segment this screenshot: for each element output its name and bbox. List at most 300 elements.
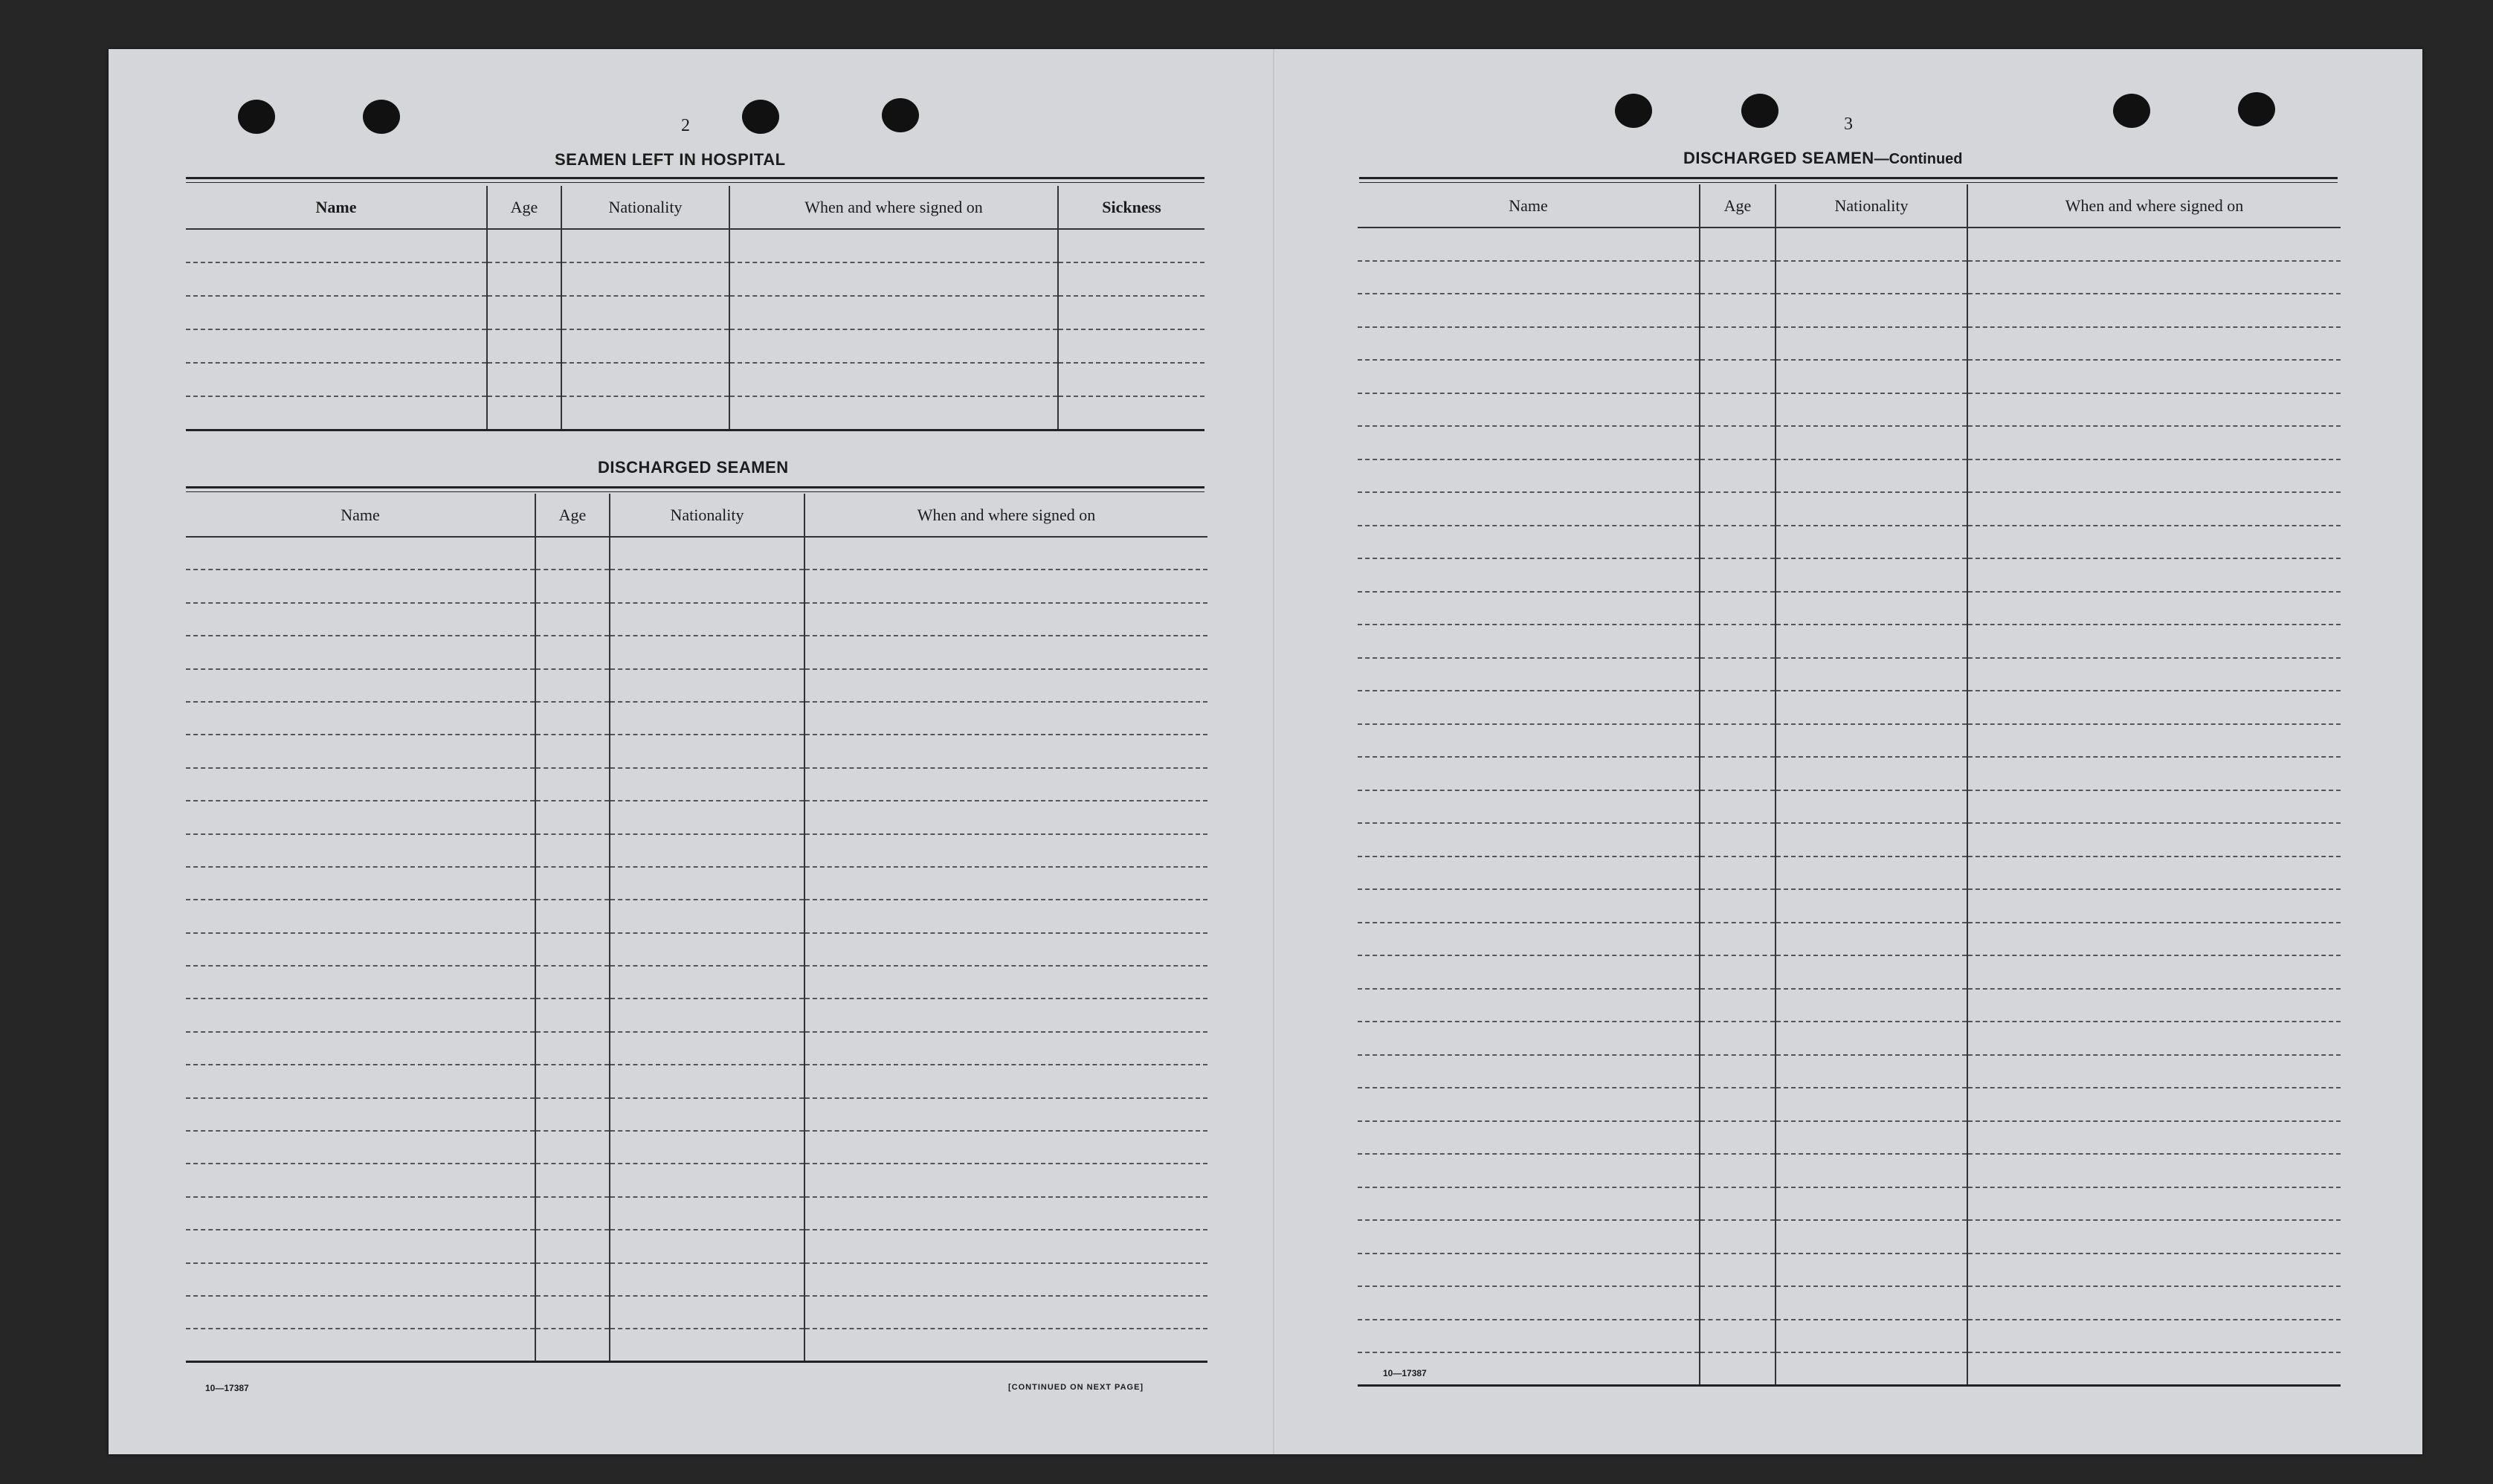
table-cell [1700,1320,1776,1353]
table-cell [1358,1055,1700,1088]
table-cell [186,1032,535,1065]
table-cell [1967,889,2341,923]
table-cell [804,768,1207,801]
table-cell [1776,526,1967,559]
table-cell [1967,1154,2341,1187]
table-cell [186,768,535,801]
table-row [186,1065,1207,1097]
table-cell [1700,823,1776,856]
table-cell [1358,558,1700,592]
table-cell [1700,459,1776,493]
table-cell [1700,625,1776,658]
column-header-nationality: Nationality [1776,184,1967,228]
table-row [186,1263,1207,1296]
table-cell [610,636,804,668]
table-cell [804,570,1207,602]
table-cell [535,702,610,735]
table-row [186,702,1207,735]
table-cell [1967,1121,2341,1155]
table-cell [1776,592,1967,625]
table-cell [804,603,1207,636]
table-cell [729,363,1058,396]
table-cell [1358,625,1700,658]
column-header-signed-on: When and where signed on [804,494,1207,537]
table-cell [1700,724,1776,758]
table-cell [1967,426,2341,459]
table-cell [610,702,804,735]
table-cell [1358,294,1700,327]
table-row [186,768,1207,801]
table-cell [487,396,561,430]
table-row [1358,592,2341,625]
table-row [1358,228,2341,261]
table-row [1358,1286,2341,1320]
table-cell [1058,262,1204,296]
table-row [1358,558,2341,592]
table-cell [804,1263,1207,1296]
table-cell [1700,360,1776,393]
table-row [1358,691,2341,724]
table-row [1358,1022,2341,1055]
table-row [186,735,1207,767]
table-cell [1358,856,1700,890]
table-row [186,1197,1207,1230]
table-cell [186,735,535,767]
table-cell [610,1131,804,1164]
table-row [186,834,1207,867]
table-cell [729,229,1058,262]
table-cell [1967,393,2341,427]
table-cell [804,867,1207,900]
table-cell [535,570,610,602]
table-row [1358,724,2341,758]
table-cell [1776,327,1967,361]
table-cell [535,1329,610,1361]
table-cell [1776,459,1967,493]
table-cell [1967,757,2341,790]
table-cell [1776,492,1967,526]
table-cell [1776,658,1967,691]
table-cell [186,1131,535,1164]
table-cell [1967,1022,2341,1055]
table-cell [804,702,1207,735]
hospital-section-title: SEAMEN LEFT IN HOSPITAL [555,150,786,169]
table-cell [1776,1254,1967,1287]
table-cell [1776,923,1967,956]
punch-hole [1615,94,1652,128]
table-cell [186,900,535,932]
table-cell [1700,1154,1776,1187]
table-cell [610,999,804,1031]
table-cell [1776,426,1967,459]
page-number-right: 3 [1844,114,1853,134]
table-cell [610,933,804,966]
punch-hole [2113,94,2150,128]
table-cell [1700,426,1776,459]
form-number-right: 10—17387 [1383,1368,1427,1378]
table-row [1358,459,2341,493]
table-cell [1358,426,1700,459]
table-row [186,966,1207,999]
table-cell [1700,558,1776,592]
table-cell [186,636,535,668]
table-row [186,396,1204,430]
table-cell [1776,1187,1967,1221]
table-cell [535,1197,610,1230]
table-cell [1967,1286,2341,1320]
discharged-section-title: DISCHARGED SEAMEN [598,458,789,477]
table-cell [186,329,487,363]
continued-note: [CONTINUED ON NEXT PAGE] [1008,1383,1144,1392]
table-cell [1700,889,1776,923]
table-cell [1776,955,1967,989]
table-row [1358,1121,2341,1155]
table-cell [535,933,610,966]
table-cell [804,933,1207,966]
table-cell [804,1098,1207,1131]
table-cell [186,603,535,636]
table-cell [1700,1022,1776,1055]
column-header-name: Name [186,186,487,229]
table-row [186,537,1207,570]
table-cell [535,1065,610,1097]
table-cell [1700,327,1776,361]
table-cell [1967,1352,2341,1386]
table-cell [804,735,1207,767]
table-cell [1776,989,1967,1022]
table-cell [1358,1121,1700,1155]
table-cell [1058,363,1204,396]
table-cell [535,834,610,867]
table-row [186,262,1204,296]
discharged-continued-title-main: DISCHARGED SEAMEN [1683,149,1874,167]
table-cell [610,1296,804,1329]
table-cell [487,329,561,363]
table-cell [804,999,1207,1031]
table-cell [535,1296,610,1329]
table-cell [1358,658,1700,691]
table-cell [487,363,561,396]
punch-hole [742,100,779,134]
table-cell [1967,856,2341,890]
punch-hole [1741,94,1778,128]
hospital-table [186,186,1204,431]
table-row [1358,1220,2341,1254]
table-cell [610,834,804,867]
discharged-continued-rule [1359,177,2338,183]
table-row [186,570,1207,602]
table-cell [535,867,610,900]
table-cell [186,570,535,602]
table-cell [1358,989,1700,1022]
column-header-age: Age [535,494,610,537]
table-cell [1358,1154,1700,1187]
table-cell [1700,261,1776,294]
table-cell [1967,492,2341,526]
table-cell [804,900,1207,932]
table-cell [610,1164,804,1196]
table-cell [1967,923,2341,956]
table-cell [1358,459,1700,493]
table-row [1358,327,2341,361]
table-cell [1776,1022,1967,1055]
table-cell [1700,1254,1776,1287]
punch-hole [2238,92,2275,126]
table-cell [186,702,535,735]
table-cell [487,229,561,262]
table-cell [1358,790,1700,824]
table-cell [1058,396,1204,430]
table-cell [1700,294,1776,327]
table-cell [186,999,535,1031]
table-cell [561,296,729,329]
table-row [1358,1187,2341,1221]
table-cell [1058,329,1204,363]
table-cell [186,834,535,867]
table-cell [1967,360,2341,393]
table-cell [804,537,1207,570]
table-row [186,603,1207,636]
table-row [1358,625,2341,658]
table-row [1358,923,2341,956]
form-number-left: 10—17387 [205,1383,249,1393]
table-cell [1058,229,1204,262]
table-cell [1967,790,2341,824]
table-cell [610,570,804,602]
table-cell [1967,294,2341,327]
table-cell [535,636,610,668]
table-cell [535,900,610,932]
table-cell [1700,592,1776,625]
table-cell [1358,327,1700,361]
table-cell [1967,1055,2341,1088]
table-cell [804,636,1207,668]
table-cell [1358,261,1700,294]
table-cell [1967,558,2341,592]
table-cell [1700,790,1776,824]
table-cell [1776,228,1967,261]
table-cell [1358,889,1700,923]
table-cell [186,669,535,702]
table-cell [1776,691,1967,724]
table-row [186,1296,1207,1329]
table-cell [1776,360,1967,393]
table-cell [1776,823,1967,856]
table-cell [1358,923,1700,956]
table-cell [1967,955,2341,989]
table-row [1358,856,2341,890]
table-cell [804,1296,1207,1329]
table-cell [535,999,610,1031]
table-cell [186,801,535,833]
table-row [186,1230,1207,1262]
table-cell [1776,757,1967,790]
table-cell [561,329,729,363]
table-cell [1776,1320,1967,1353]
table-cell [1967,1320,2341,1353]
table-cell [1700,1121,1776,1155]
document-spread [109,49,2422,1454]
table-cell [1776,558,1967,592]
table-cell [1358,724,1700,758]
table-row [1358,526,2341,559]
table-cell [1358,1022,1700,1055]
punch-hole [882,98,919,132]
table-cell [1967,691,2341,724]
table-cell [804,834,1207,867]
table-cell [610,1230,804,1262]
table-cell [1967,658,2341,691]
table-cell [1700,856,1776,890]
table-cell [610,537,804,570]
table-cell [1967,724,2341,758]
punch-hole [238,100,275,134]
center-fold [1273,49,1274,1454]
table-cell [186,966,535,999]
column-header-age: Age [487,186,561,229]
table-cell [1967,459,2341,493]
table-cell [610,669,804,702]
table-cell [1967,228,2341,261]
table-cell [535,1263,610,1296]
table-cell [1967,592,2341,625]
discharged-continued-title-suffix: —Continued [1874,151,1963,167]
table-row [1358,1088,2341,1121]
discharged-table [186,494,1207,1363]
table-cell [610,1065,804,1097]
table-cell [1967,261,2341,294]
punch-hole [363,100,400,134]
table-cell [1776,1088,1967,1121]
table-cell [535,1164,610,1196]
table-row [186,1164,1207,1196]
table-row [1358,393,2341,427]
table-cell [1776,856,1967,890]
table-cell [1700,658,1776,691]
table-cell [186,229,487,262]
table-cell [1358,526,1700,559]
table-row [1358,1254,2341,1287]
table-cell [1358,1320,1700,1353]
table-cell [1776,261,1967,294]
table-row [186,900,1207,932]
table-cell [1967,526,2341,559]
table-cell [804,669,1207,702]
table-cell [1776,625,1967,658]
table-cell [1700,393,1776,427]
table-cell [561,229,729,262]
table-cell [1967,823,2341,856]
table-row [186,999,1207,1031]
table-row [186,801,1207,833]
table-cell [804,801,1207,833]
table-row [1358,658,2341,691]
table-cell [804,1164,1207,1196]
page-number-left: 2 [681,116,690,135]
table-cell [1776,393,1967,427]
table-row [1358,294,2341,327]
table-row [186,933,1207,966]
table-cell [610,1197,804,1230]
table-cell [610,900,804,932]
table-cell [1700,1055,1776,1088]
table-row [186,229,1204,262]
table-cell [535,537,610,570]
table-cell [1358,1187,1700,1221]
table-cell [186,363,487,396]
table-cell [186,867,535,900]
table-cell [1358,393,1700,427]
column-header-nationality: Nationality [561,186,729,229]
table-row [186,363,1204,396]
table-cell [1776,1121,1967,1155]
table-cell [1967,1220,2341,1254]
table-cell [1776,1352,1967,1386]
table-cell [186,1296,535,1329]
table-cell [610,603,804,636]
discharged-continued-title [1683,149,1963,168]
table-cell [1700,691,1776,724]
table-row [1358,757,2341,790]
hospital-section-rule [186,177,1204,183]
table-row [186,636,1207,668]
table-cell [535,966,610,999]
table-cell [729,296,1058,329]
table-cell [1358,1088,1700,1121]
table-row [1358,1352,2341,1386]
table-row [186,296,1204,329]
table-cell [535,603,610,636]
table-cell [186,1230,535,1262]
table-cell [1776,294,1967,327]
table-row [186,669,1207,702]
table-cell [804,966,1207,999]
table-row [1358,989,2341,1022]
table-cell [1700,1352,1776,1386]
table-cell [1358,955,1700,989]
table-cell [535,1032,610,1065]
table-cell [610,1098,804,1131]
table-row [1358,492,2341,526]
table-cell [186,296,487,329]
table-cell [561,363,729,396]
table-cell [1967,989,2341,1022]
table-cell [610,966,804,999]
table-cell [1358,228,1700,261]
table-row [1358,1055,2341,1088]
table-cell [561,262,729,296]
table-cell [1358,1254,1700,1287]
table-cell [1358,691,1700,724]
table-row [186,1098,1207,1131]
table-cell [610,801,804,833]
table-cell [729,262,1058,296]
discharged-section-rule [186,486,1204,492]
table-cell [186,1164,535,1196]
column-header-sickness: Sickness [1058,186,1204,229]
table-row [1358,1320,2341,1353]
table-cell [487,262,561,296]
table-row [1358,426,2341,459]
table-cell [804,1197,1207,1230]
table-cell [1776,724,1967,758]
table-cell [535,801,610,833]
table-cell [1358,1220,1700,1254]
table-cell [610,1263,804,1296]
table-row [186,867,1207,900]
table-cell [1358,823,1700,856]
table-cell [1700,228,1776,261]
